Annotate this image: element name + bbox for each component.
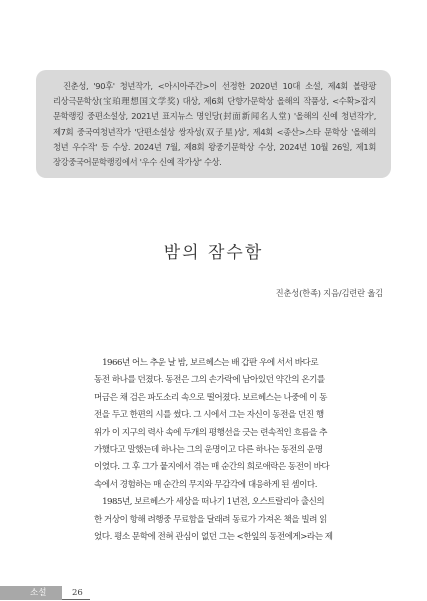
- story-body: [94, 355, 391, 546]
- body-line: 가했다고 말했는데 하나는 그의 운명이고 다른 하나는 동전의 운명: [94, 445, 323, 456]
- body-line: 위가 이 지구의 력사 속에 두개의 평행선을 긋는 련속적인 흐름을 추: [94, 427, 327, 438]
- footer-section-label: 소설: [30, 588, 47, 598]
- body-line: 이였다. 그 후 그가 뭍지에서 겪는 매 순간의 희로애락은 동전이 바다: [94, 462, 330, 473]
- page-number: 26: [72, 588, 83, 598]
- body-line: 전을 두고 한편의 시를 썼다. 그 시에서 그는 자신이 동전을 던진 행: [94, 410, 324, 421]
- body-line: 머금은 채 검은 파도소리 속으로 떨어졌다. 보르헤스는 나중에 이 동: [94, 392, 327, 403]
- body-line: 1966년 어느 추운 날 밤, 보르헤스는 배 갑판 우에 서서 바다로: [94, 358, 319, 368]
- author-bio-text: 진춘성, '90후' 청년작가, <아시아주간>이 선정한 2020년 10대 소설, 제4회 볼랑팡 리상극문학상(宝珀理想国文学奖) 대상, 제6회 단향가문학상 올해의 작품상, <수확>잡지 문학랭킹 중편소설상, 2021년 표지뉴스 명인당(封面新闻名人堂) '올해의 신예 청년작가', 제7회 중국여청년작가 '단편소설상 쌍자성(双子星)상', 제4회 <종산>스타 문학상 '올해의 청년 우수작' 등 수상. 2024년 7월, 제8회 왕중기문학상 수상, 2024년 10월 26일, 제1회 장강중국어문학랭킹에서 '우수 신예 작가상' 수상.: [53, 81, 376, 168]
- story-credit: 진춘성(한족) 지음/김련란 옮김: [275, 288, 383, 298]
- footer-divider: [62, 599, 90, 600]
- body-line: 었다. 평소 문학에 전혀 관심이 없던 그는 <한잎의 동전에게>라는 제: [94, 532, 333, 543]
- body-line: 한 거상이 항해 려행중 무료함을 달래려 동료가 가져온 책을 빌려 읽: [94, 514, 327, 525]
- body-line: 속에서 경험하는 매 순간의 무지와 무감각에 대응하게 된 셈이다.: [94, 479, 317, 490]
- body-line: 1985년, 보르헤스가 세상을 떠나기 1년전, 오스트랄리아 출신의: [94, 497, 325, 508]
- story-title: 밤의 잠수함: [163, 243, 264, 263]
- body-line: 동전 하나를 던졌다. 동전은 그의 손가락에 남아있던 약간의 온기를: [94, 375, 325, 386]
- author-bio-box: [36, 70, 391, 178]
